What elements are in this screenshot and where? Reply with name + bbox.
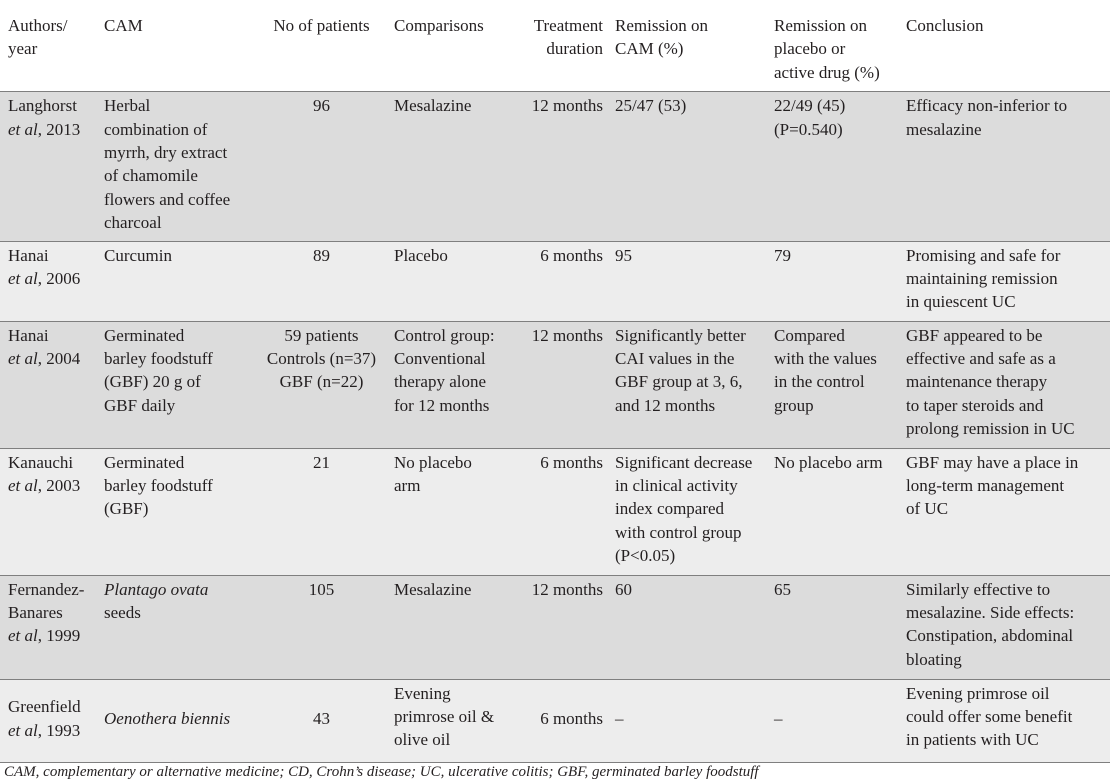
cell-patients	[253, 92, 386, 241]
cell-line: olive oil	[394, 730, 451, 750]
cell-line: 43	[313, 708, 330, 728]
cell-line: for 12 months	[394, 395, 490, 415]
cell-line: with the values	[774, 349, 877, 369]
cell-line: Significant decrease	[615, 452, 753, 472]
author-etal: et al	[8, 269, 38, 289]
cell-line: Curcumin	[104, 245, 172, 265]
cell-line: 65	[774, 579, 791, 599]
cell-line: in patients with UC	[906, 730, 1039, 750]
author-name: Hanai	[8, 245, 49, 265]
header-remission-placebo: Remission on placebo or active drug (%)	[774, 16, 880, 82]
duration-value: 12 months	[531, 579, 603, 599]
cell-author	[0, 679, 96, 762]
cell-conclusion	[898, 92, 1110, 241]
cell-line: Efficacy non-inferior to	[906, 96, 1068, 116]
cell-line: 21	[313, 452, 330, 472]
cell-remission-cam	[607, 575, 766, 679]
cell-line: with control group	[615, 522, 742, 542]
cell-line: GBF appeared to be	[906, 325, 1043, 345]
cell-line: Controls (n=37)	[266, 349, 377, 369]
header-remission-cam: Remission on CAM (%)	[615, 16, 709, 59]
cell-line: –	[615, 708, 624, 728]
author-year: , 1993	[37, 720, 81, 740]
cell-cam	[96, 575, 253, 679]
cell-line: Evening	[394, 683, 451, 703]
cell-line: 79	[774, 245, 791, 265]
table-row	[0, 679, 1110, 762]
cell-line: GBF group at 3, 6,	[615, 372, 743, 392]
cell-line: Control group:	[394, 325, 495, 345]
cell-line: (P<0.05)	[615, 546, 676, 566]
cell-line: long-term management	[906, 476, 1065, 496]
cell-line: (GBF) 20 g of	[104, 372, 201, 392]
cell-patients	[253, 679, 386, 762]
author-year: , 1999	[37, 626, 81, 646]
cell-line: Mesalazine	[394, 579, 472, 599]
cell-conclusion	[898, 679, 1110, 762]
cell-line: to taper steroids and	[906, 395, 1044, 415]
cell-cam	[96, 321, 253, 448]
table-row	[0, 448, 1110, 575]
header-comparisons: Comparisons	[394, 16, 484, 35]
cell-duration	[512, 575, 607, 679]
cell-duration	[512, 448, 607, 575]
cell-line: maintaining remission	[906, 269, 1058, 289]
cell-line: 59 patients	[284, 325, 359, 345]
cell-line: charcoal	[104, 213, 162, 233]
duration-value: 6 months	[540, 708, 603, 728]
cell-remission-placebo	[766, 321, 898, 448]
cell-line: Compared	[774, 325, 845, 345]
cell-line: barley foodstuff	[104, 349, 213, 369]
cell-line: Promising and safe for	[906, 245, 1061, 265]
cell-line: myrrh, dry extract	[104, 143, 228, 163]
cell-comparisons	[386, 448, 512, 575]
header-author: Authors/ year	[8, 16, 68, 59]
cell-line: mesalazine	[906, 119, 982, 139]
cell-duration	[512, 92, 607, 241]
cell-line: 60	[615, 579, 632, 599]
author-name: Greenfield	[8, 697, 81, 717]
table-footnote: CAM, complementary or alternative medicine; CD, Crohn’s disease; UC, ulcerative colitis; GBF, germinated barley foodstuff	[4, 764, 759, 780]
cell-line: GBF may have a place in	[906, 452, 1079, 472]
duration-value: 12 months	[531, 96, 603, 116]
cell-line: prolong remission in UC	[906, 419, 1075, 439]
cell-remission-cam	[607, 448, 766, 575]
cell-line: primrose oil &	[394, 707, 495, 727]
cell-line: Germinated	[104, 325, 185, 345]
cell-line: in quiescent UC	[906, 292, 1016, 312]
cell-line: barley foodstuff	[104, 476, 213, 496]
table-row	[0, 575, 1110, 679]
cell-line: of UC	[906, 499, 949, 519]
cell-line: 25/47 (53)	[615, 96, 687, 116]
cell-line: GBF daily	[104, 395, 176, 415]
duration-value: 6 months	[540, 452, 603, 472]
cell-line: effective and safe as a	[906, 349, 1056, 369]
author-name: Hanai	[8, 325, 49, 345]
cell-line: Germinated	[104, 452, 185, 472]
author-name: Kanauchi	[8, 452, 74, 472]
cell-line: group	[774, 395, 814, 415]
cell-remission-cam	[607, 679, 766, 762]
author-year: , 2006	[37, 269, 81, 289]
cell-remission-placebo	[766, 92, 898, 241]
cell-author	[0, 448, 96, 575]
cell-cam	[96, 448, 253, 575]
author-name: Langhorst	[8, 96, 77, 116]
author-etal: et al	[8, 119, 38, 139]
cell-conclusion	[898, 575, 1110, 679]
author-etal: et al	[8, 349, 38, 369]
cell-remission-placebo	[766, 679, 898, 762]
author-name: Fernandez-	[8, 579, 85, 599]
cell-author	[0, 92, 96, 241]
cell-duration	[512, 679, 607, 762]
author-year: , 2013	[37, 119, 81, 139]
cell-line: Significantly better	[615, 325, 746, 345]
header-row	[0, 4, 1110, 92]
cam-trials-table	[0, 4, 1110, 763]
cell-line: Conventional	[394, 349, 486, 369]
cell-line: arm	[394, 476, 421, 496]
author-year: , 2004	[37, 349, 81, 369]
cell-remission-cam	[607, 241, 766, 321]
cell-duration	[512, 321, 607, 448]
header-cam: CAM	[104, 16, 143, 35]
cell-cam	[96, 92, 253, 241]
cell-line: (GBF)	[104, 499, 149, 519]
cell-line: bloating	[906, 649, 962, 669]
cell-line: 89	[313, 245, 330, 265]
cell-line: therapy alone	[394, 372, 487, 392]
cell-conclusion	[898, 448, 1110, 575]
table-row	[0, 92, 1110, 241]
header-conclusion: Conclusion	[906, 16, 984, 35]
cell-line: No placebo arm	[774, 452, 883, 472]
cell-line: Herbal	[104, 96, 151, 116]
cell-line: combination of	[104, 119, 208, 139]
cell-line: Placebo	[394, 245, 448, 265]
cell-remission-placebo	[766, 448, 898, 575]
cell-line: and 12 months	[615, 395, 716, 415]
cell-line: 96	[313, 96, 330, 116]
table-row	[0, 241, 1110, 321]
cell-line: GBF (n=22)	[279, 372, 364, 392]
cell-author	[0, 241, 96, 321]
cell-line: maintenance therapy	[906, 372, 1048, 392]
duration-value: 12 months	[531, 325, 603, 345]
cell-comparisons	[386, 575, 512, 679]
cell-remission-placebo	[766, 575, 898, 679]
author-etal: et al	[8, 626, 38, 646]
cell-line: 22/49 (45)	[774, 96, 846, 116]
cell-conclusion	[898, 241, 1110, 321]
cell-line: Similarly effective to	[906, 579, 1051, 599]
cell-comparisons	[386, 241, 512, 321]
cell-patients	[253, 241, 386, 321]
cell-line: Constipation, abdominal	[906, 626, 1074, 646]
cell-remission-placebo	[766, 241, 898, 321]
cell-line: of chamomile	[104, 166, 198, 186]
cell-line: No placebo	[394, 452, 472, 472]
cell-line: mesalazine. Side effects:	[906, 603, 1075, 623]
cell-patients	[253, 575, 386, 679]
table-row	[0, 321, 1110, 448]
cell-duration	[512, 241, 607, 321]
cell-author	[0, 321, 96, 448]
cell-line: could offer some benefit	[906, 707, 1073, 727]
cell-author	[0, 575, 96, 679]
cell-cam	[96, 679, 253, 762]
author-name: Banares	[8, 603, 63, 623]
cell-cam	[96, 241, 253, 321]
cell-comparisons	[386, 321, 512, 448]
cell-remission-cam	[607, 321, 766, 448]
cell-patients	[253, 321, 386, 448]
cell-line: (P=0.540)	[774, 119, 843, 139]
cell-line: Evening primrose oil	[906, 683, 1050, 703]
cell-line: seeds	[104, 603, 141, 623]
cell-remission-cam	[607, 92, 766, 241]
cell-line: –	[774, 708, 783, 728]
cell-comparisons	[386, 92, 512, 241]
cell-patients	[253, 448, 386, 575]
cell-line: flowers and coffee	[104, 189, 231, 209]
cell-line: 95	[615, 245, 632, 265]
duration-value: 6 months	[540, 245, 603, 265]
cell-line: index compared	[615, 499, 725, 519]
cell-line: Oenothera biennis	[104, 708, 231, 728]
author-year: , 2003	[37, 476, 81, 496]
header-duration: Treatment duration	[533, 16, 603, 59]
cell-line: 105	[308, 579, 335, 599]
cell-line: in clinical activity	[615, 476, 738, 496]
author-etal: et al	[8, 476, 38, 496]
header-patients: No of patients	[273, 16, 370, 35]
cell-line: Mesalazine	[394, 96, 472, 116]
cell-comparisons	[386, 679, 512, 762]
cell-line: CAI values in the	[615, 349, 735, 369]
cell-line: in the control	[774, 372, 865, 392]
author-etal: et al	[8, 720, 38, 740]
cell-line: Plantago ovata	[104, 579, 209, 599]
cell-conclusion	[898, 321, 1110, 448]
